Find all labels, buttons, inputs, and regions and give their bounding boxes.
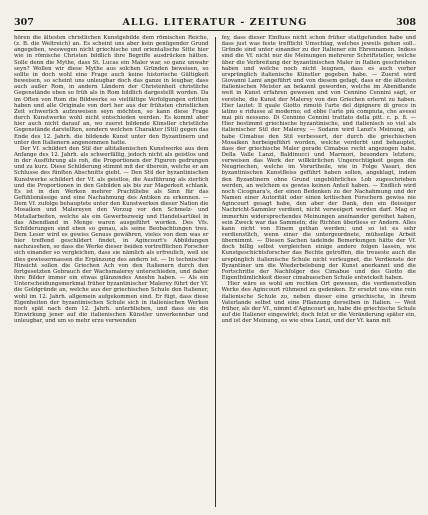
page-header: [14, 14, 416, 31]
left-paragraph: hören die ältesten christlichen Kunstgebilde dem römischen Reiche, (z. B. die Weltreich) an. Es scheint uns aber kein genügender Grund angegeben, weswegen nicht griechische und orientalische Sitte hier wie in römische Christen bildlich ihre Begriffe ausdrücken hätten. Solle denn die Mythe, dass St. Lucas ein Maler war, so ganz unwahr seyn? Wollen wir diese Mythe aus solchen Gründen beweisen, so sollte in doch wohl eine Frage auch keine historische Gültigkeit beweisen, so scheint uns unleugbar doch das ganze in leugbar, dass auch außer Rom, in andern Ländern der Christenheit christliche Gegenstände eben so früh als in Rom bildlich dargestellt worden. Da im Often von Rom die Bildwerke so vielfältige Verfolgungen erlitten haben und alle Originale von dort her aus der frühsten christlichen Zeit schwerlich aufzuweisen seyn möchten, so kann diese Frage durch Kunstwerke wohl nicht entschieden werden. Es kommt aber hier auch nicht darauf an, wo zuerst bildende Künstler christliche Gegenstände darstellten, sondern welchen Charakter (Stil) gegen das Ende des 12. Jahrh. die bildende Kunst unter den Byzantinern und unter den Italienern angenommen hatte.: [14, 35, 209, 146]
text-columns: [14, 35, 416, 510]
running-title: ALLG. LITERATUR - ZEITUNG: [122, 16, 308, 28]
left-column: [14, 35, 209, 510]
left-paragraph: Der Vf. schildert den Stil der altitalienischen Kunstwerke aus dem Anfange des 12. Jahrh. als schwerfällig, jedoch nicht als geistlos und in der Ausführung als roh, die Proportionen der Figuren gedrungen und zu kurz. Diese Schilderung stimmt mit der überein, welche er am Schlusse des fünften Abschnitts giebt. — Den Stil der byzantinischen Kunstwerke schildert der Vf. als geistlos, die Ausführung als zierlich und die Proportionen in den Gebilden als bis zur Magerkeit schlank. Es ist in den Werken mehrer Prachtliebe als Sinn für das Gefühlsmässige und eine Nachahmung des Antiken zu erkennen. — Dem Vf. zufolge behauptete unter den Kunstwerken dieser Nation die Mosaiken und Malereyen den Vorzug vor den Schmelz- und Metallarbeiten, welche als ein Gewerbszweig und Handelsartikel in das Abendland in Menge waren ausgeführt worden. Des Vfs. Schilderungen sind eben so genau, als seine Beobachtungen treu. Dem Leser wird es gewiss Genuss gewähren, vieles von dem was er hier treffend geschildert findet, in Agincourt's Abbildungen nachzusehen, so dass die Werke dieser beiden vortrefflichen Forscher sich einander so vergleichen, dass sie nämlich als erfreulich, weil sie dies gewissermassen die Ergänzung des andern ist. — In technischer Hinsicht sollen die Griechen Ach von den Italienern durch den fortgesetzten Gebrauch der Wachsmalerey unterschieden, und daher ihre Bilder immer ein etwas glänzendes Ansehn haben. — Als ein Unterscheidungsmerkmal früher byzantinischer Malerey führt der Vf. die Goldgründe an, welche aus der griechischen Schule den Italiener, wohl im 12. Jahrh. allgemein aufgekommen sind. Er fügt, dass diese Eigenheiten der byzantinischen Schule sich in italienischen Werken noch spät nach dem 12. Jahrh. unterblieben, und dass sie die Einwirkung jener auf die italienischen Künstler unverkennbar und unleugbar, und um so mehr erzu verwenden: [14, 145, 209, 325]
page-number-left: 307: [14, 16, 34, 28]
right-column: [222, 35, 417, 510]
right-paragraph: Hier wäre es wohl am rechten Ort gewesen, die verdienstvollen Werke des Agincourt rühmend zu gedenken. Er ersetzt uns eine rein italienische Schule zu, neben dieser eine griechische, in ihrem Vaterlande selbst und eine Pflanzung derselben in Italien. — Weit früher, als der Vf., nimmt d'Agincourt an, habe die griechische Schule auf die Italiener eingewirkt; doch fetzt er die Veränderung später ein, und ist der Meinung, es wie etwa Lanzi, und der Vf. kann mit: [221, 281, 416, 325]
column-divider: [215, 37, 216, 507]
page-number-right: 308: [396, 16, 416, 28]
right-paragraph: fey, dass dieser Einfluss nicht schon früher stattgefunden habe und dass just was feste trefflicht Umschlag, welches jeweils gehen soll.. Gründe sind unter einander zu der Italiener ein Ehrennamen. Indess sind die Vf. nicht nur die Meinungen mehrerer Schriftsteller, welche über die Verbreitung der byzantinischen Maler in Italien geschrieben haben und welche noch nicht leugnen, dass es auch vorher ursprünglich italienische Künstler gegeben habe. — Zuerst wird Giovanni Lami angeführt und von diesem gefagt, dass er die ältesten italienischen Meister an bekannt geworden, welche im Abendlande weit in Kunst erfahren gewesen und von Cennino Cennini sagt, er verstehe, die Kunst der Malerey von den Griechen erlernt zu haben. Hier lautet: Il quale Giotto rimutò l'arte del dipignere di greco in latino e ridusse al moderno; ed ebbe l'arte più compiuta, che avessi mai più nessuno. Di Cennino Cennini trattato della pitt. c. p. 8. — Hier bestimmt griechische byzantinische, und italienisch so viel als italienischer Stil der Malerey. — Sodann wird Lanzi's Meinung, als habe Cimabue den Stil verbessert, der durch die griechischen Mosaiken herbeigeführt worden, welche verderbt und behauptet, dass der griechische Maler gerade Cimabue recht angezogen habe. Della Valle Lanzi, Baldinucci und Marmori, besonders letztere, verweisen das Werk der willkürlichen Ungerechtigkeit gegen die Neugriechen, welche im Vorurtheile, wie in Folge Vasari, den byzantinischen Kunstfleiss geführt haben sollen, angeklagt, indem den Byzantinern ohne Grund ungebührliches Lob zugeschrieben werden, an welchem es gewiss keinen Anteil haben. — Endlich wird noch Cicognara's, der einen Bedenken zu der Nachahmung und der Namen einer Autorität oder einen kritischen Forschern gewiss nie Agincourt gesagt habe, den aber der Dank, den ein fleissiger Nachricht-Sammler verdient, nicht verweigert werden darf. Mag er immerhin widersprechendes Meinungen aneinander gereihet haben, sein Zweck war das Sammeln; die Richten überliess er Andern. Alles kann nicht von Einem gethan werden; und so ist es sehr verdienstlich, wenn einer die untergeordnete, mühselige Arbeit übernimmt. — Diesen Sachen tadelnde Bemerkungen hätte der Vf. doch billig selbst vergleichen einige andere folgen lassen, wie Kunstgeschichtsforscher das Rechte getroffen, die treueste auch die urspünglich italienische Schule nicht verleugnet, die Verdienste der Byzantiner um die Wiederbelebung der Kunst anerkannt und die Fortschritte der Nachfolger des Cimabue und des Giotto die Eigenthümlichkeit dieser cimabueschen Schule entwickelt haben.: [221, 35, 416, 282]
